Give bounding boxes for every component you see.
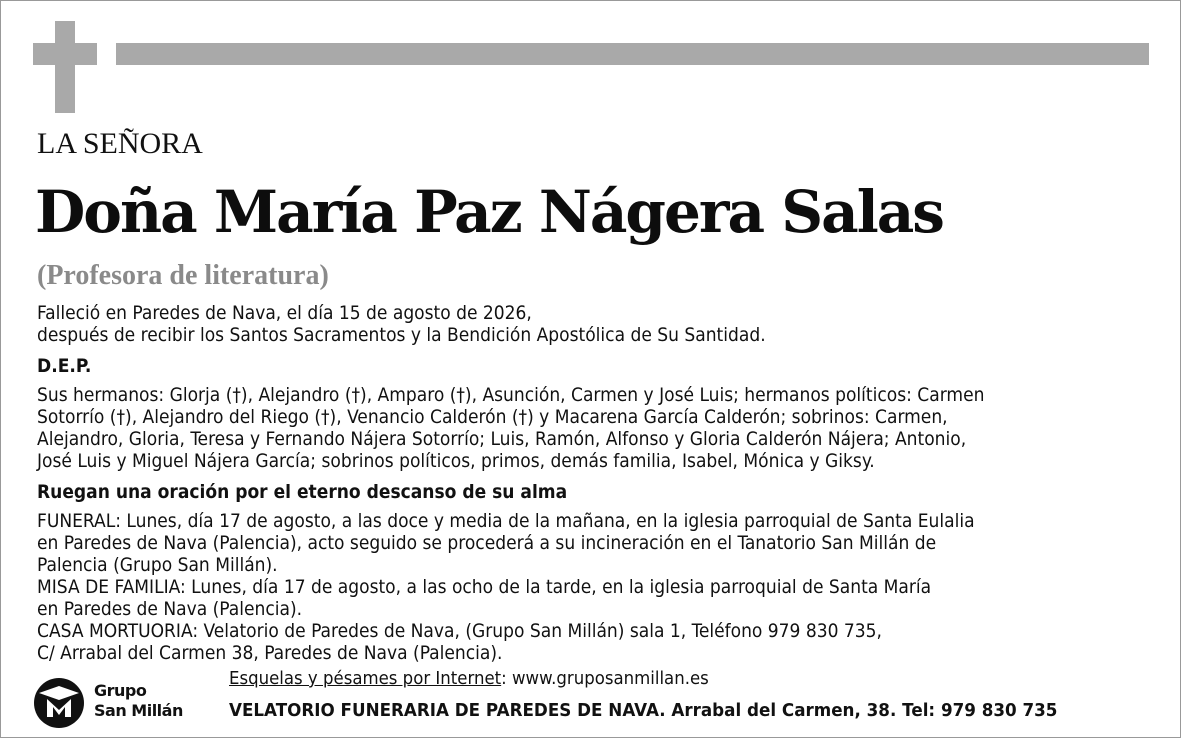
family-line: Alejandro, Gloria, Teresa y Fernando Nájera Sotorrío; Luis, Ramón, Alfonso y Gloria Calderón Nájera; Antonio, xyxy=(37,428,967,450)
services-line: CASA MORTUORIA: Velatorio de Paredes de Nava, (Grupo San Millán) sala 1, Teléfono 979 830 735, xyxy=(37,620,882,642)
cross-icon xyxy=(55,21,75,113)
web-info xyxy=(229,667,709,691)
title-prefix: LA SEÑORA xyxy=(37,127,203,160)
logo-line: San Millán xyxy=(94,701,183,720)
web-label-link[interactable]: Esquelas y pésames por Internet xyxy=(229,668,502,689)
services-line: en Paredes de Nava (Palencia), acto seguido se procederá a su incineración en el Tanatorio San Millán de xyxy=(37,532,937,554)
logo-wordmark xyxy=(94,681,183,721)
web-separator: : xyxy=(501,668,513,689)
death-notice xyxy=(37,302,1157,346)
death-notice-line: Falleció en Paredes de Nava, el día 15 de agosto de 2026, xyxy=(37,302,532,324)
occupation: (Profesora de literatura) xyxy=(37,260,329,291)
dep-text: D.E.P. xyxy=(37,355,92,377)
services-line: FUNERAL: Lunes, día 17 de agosto, a las doce y media de la mañana, en la iglesia parroquial de Santa Eulalia xyxy=(37,510,975,532)
services-line: Palencia (Grupo San Millán). xyxy=(37,554,278,576)
family-list xyxy=(37,384,1157,472)
family-line: Sus hermanos: Glorja (†), Alejandro (†), Amparo (†), Asunción, Carmen y José Luis; hermanos políticos: Carmen xyxy=(37,384,985,406)
dep-label xyxy=(37,355,1157,377)
prayer-text: Ruegan una oración por el eterno descanso de su alma xyxy=(37,481,568,503)
logo-line: Grupo xyxy=(94,681,147,700)
services-line: MISA DE FAMILIA: Lunes, día 17 de agosto, a las ocho de la tarde, en la iglesia parroquial de Santa María xyxy=(37,576,932,598)
services-line: en Paredes de Nava (Palencia). xyxy=(37,598,303,620)
death-notice-line: después de recibir los Santos Sacramentos y la Bendición Apostólica de Su Santidad. xyxy=(37,324,766,346)
cross-icon-arm xyxy=(33,43,97,65)
deceased-name: Doña María Paz Nágera Salas xyxy=(35,178,943,246)
funeral-home-address: VELATORIO FUNERARIA DE PAREDES DE NAVA. Arrabal del Carmen, 38. Tel: 979 830 735 xyxy=(229,700,1058,721)
family-line: José Luis y Miguel Nájera García; sobrinos políticos, primos, demás familia, Isabel, Mónica y Giksy. xyxy=(37,450,875,472)
family-line: Sotorrío (†), Alejandro del Riego (†), Venancio Calderón (†) y Macarena García Calderón; sobrinos: Carmen, xyxy=(37,406,948,428)
san-millan-logo-icon xyxy=(33,677,85,729)
header-bar xyxy=(116,43,1149,65)
prayer-request xyxy=(37,481,1157,503)
services-line: C/ Arrabal del Carmen 38, Paredes de Nava (Palencia). xyxy=(37,642,503,664)
services-info xyxy=(37,510,1157,664)
web-url-link[interactable]: www.gruposanmillan.es xyxy=(512,668,709,689)
